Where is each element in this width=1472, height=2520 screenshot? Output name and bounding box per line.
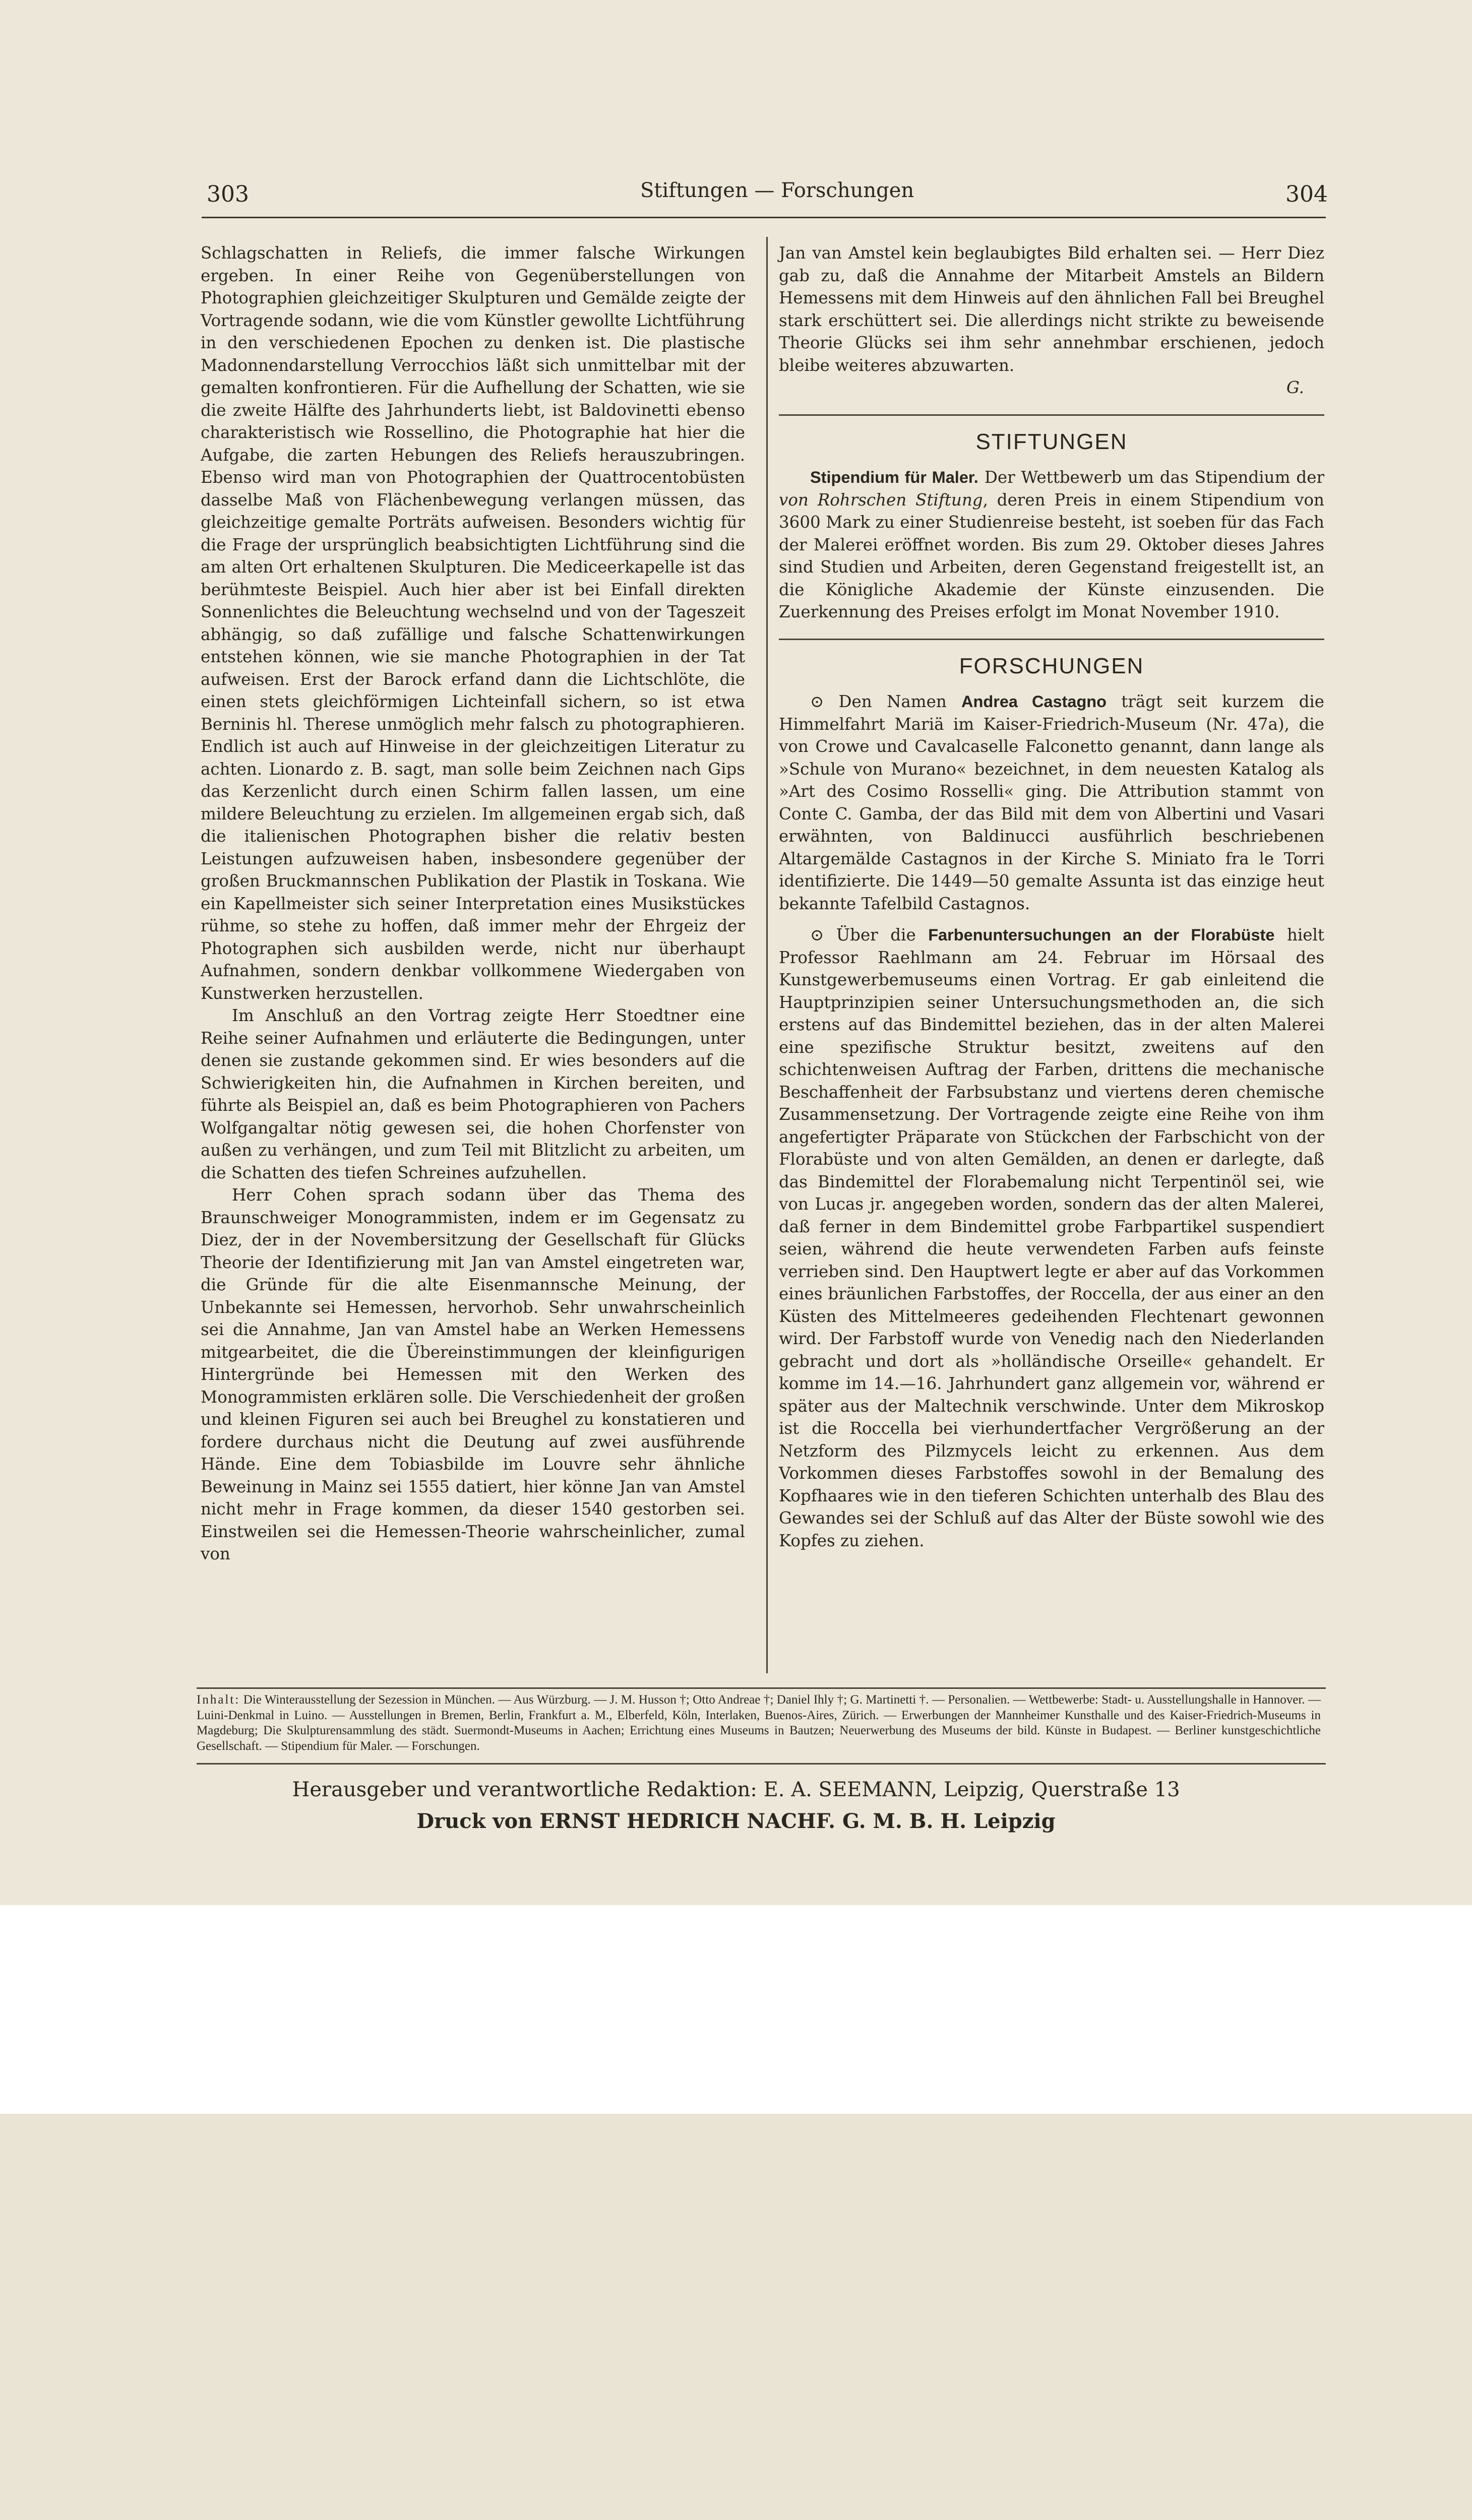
paragraph-florabueste	[779, 924, 1324, 1552]
text-run: trägt seit kurzem die Himmelfahrt Mariä im Kaiser-Friedrich-Museum (Nr. 47a), die von Crowe und Cavalcaselle Falconetto genannt, dann lange als »Schule von Murano« bezeichnet, in dem neuesten Katalog als »Art des Cosimo Rosselli« ging. Die Attribution stammt von Conte C. Gamba, der das Bild mit dem von Albertini und Vasari erwähnten, von Baldinucci ausführlich beschriebenen Altargemälde Castagnos in der Kirche S. Miniato fra le Torri identifizierte. Die 1449—50 gemalte Assunta ist das einzige heut bekannte Tafelbild Castagnos.	[779, 692, 1324, 913]
text-run: , deren Preis in einem Stipendium von 3600 Mark zu einer Studienreise besteht, ist soeben für das Fach der Malerei eröffnet worden. Bis zum 29. Oktober dieses Jahres sind Studien und Arbeiten, deren Gegenstand freigestellt ist, an die Königliche Akademie der Künste einzusenden. Die Zuerkennung des Preises erfolgt im Monat November 1910.	[779, 490, 1324, 621]
paragraph: Herr Cohen sprach sodann über das Thema des Braunschweiger Monogrammisten, indem er im Gegensatz zu Diez, der in der Novembersitzung der Gesellschaft für Glücks Theorie der Identifizierung mit Jan van Amstel eingetreten war, die Gründe für die alte Eisenmannsche Meinung, der Unbekannte sei Hemessen, hervorhob. Sehr unwahrscheinlich sei die Annahme, Jan van Amstel habe an Werken Hemessens mitgearbeitet, die die Übereinstimmungen der kleinfigurigen Hintergründe bei Hemessen mit den Werken des Monogrammisten erklären solle. Die Verschiedenheit der großen und kleinen Figuren sei auch bei Breughel zu konstatieren und fordere durchaus nicht die Deutung auf zwei ausführende Hände. Eine dem Tobiasbilde im Louvre sehr ähnliche Beweinung in Mainz sei 1555 datiert, hier könne Jan van Amstel nicht mehr in Frage kommen, da dieser 1540 gestorben sei. Einstweilen sei die Hemessen-Theorie wahrscheinlicher, zumal von	[201, 1185, 745, 1563]
section-rule	[779, 414, 1324, 416]
inhalt-text: Die Winterausstellung der Sezession in München. — Aus Würzburg. — J. M. Husson †; Otto Andreae †; Daniel Ihly †; G. Martinetti †. — Personalien. — Wettbewerbe: Stadt- u. Ausstellungshalle in Hannover. — Luini-Denkmal in Luino. — Ausstellungen in Bremen, Berlin, Frankfurt a. M., Elberfeld, Köln, Interlaken, Buenos-Aires, Zürich. — Erwerbungen der Mannheimer Kunsthalle und des Kaiser-Friedrich-Museums in Magdeburg; Die Skulpturensammlung des städt. Suermondt-Museums in Aachen; Errichtung eines Museums in Bautzen; Neuerwerbung des Museums der bild. Künste in Budapest. — Berliner kunstgeschichtliche Gesellschaft. — Stipendium für Maler. — Forschungen.	[197, 1693, 1321, 1753]
column-divider	[766, 237, 768, 1673]
text-run: ⊙ Über die	[810, 925, 929, 944]
footer-bar	[0, 1905, 1472, 2114]
lead-heading: Stipendium für Maler.	[810, 468, 978, 486]
text-run: ⊙ Den Namen	[810, 692, 962, 711]
lead-heading: Andrea Castagno	[961, 692, 1107, 711]
text-run: hielt Professor Raehlmann am 24. Februar im Hörsaal des Kunstgewerbemuseums einen Vortrag. Er gab einleitend die Hauptprinzipien seiner Untersuchungsmethoden an, die sich erstens auf das Bindemittel beziehen, das in der alten Malerei eine spezifische Struktur besitzt, zweitens auf den schichtenweisen Auftrag der Farben, drittens die mechanische Beschaffenheit der Farbsubstanz und viertens deren chemische Zusammensetzung. Der Vortragende zeigte eine Reihe von ihm angefertigter Präparate von Stückchen der Farbschicht von der Florabüste und von alten Gemälden, an denen er darlegte, daß das Bindemittel der Florabemalung nicht Terpentinöl sei, wie von Lucas jr. angegeben worden, sondern das der alten Malerei, daß ferner in dem Bindemittel grobe Farbpartikel suspendiert seien, während die heute verwendeten Farben aufs feinste verrieben sind. Den Hauptwert legte er aber auf das Vorkommen eines bräunlichen Farbstoffes, der Roccella, der aus einer an den Küsten des Mittelmeeres gedeihenden Flechtenart gewonnen wird. Der Farbstoff wurde von Venedig nach den Niederlanden gebracht und dort als »holländische Orseille« gehandelt. Er komme im 14.—16. Jahrhundert ganz allgemein vor, während er später aus der Maltechnik verschwinde. Unter dem Mikroskop ist die Roccella bei vierhundertfacher Vergrößerung an der Netzform des Pilzmycels leicht zu erkennen. Aus dem Vorkommen dieses Farbstoffes sowohl in der Bemalung des Kopfhaares wie in den tieferen Schichten unterhalb des Blau des Gewandes sei der Schluß auf das Alter der Büste sowohl wie des Kopfes zu ziehen.	[779, 925, 1324, 1550]
paragraph-castagno	[779, 690, 1324, 915]
running-title: Stiftungen — Forschungen	[640, 179, 914, 202]
imprint-publisher: Herausgeber und verantwortliche Redaktion: E. A. SEEMANN, Leipzig, Querstraße 13	[292, 1778, 1180, 1801]
right-column	[779, 242, 1324, 1552]
text-run: Der Wettbewerb um das Stipendium der	[978, 468, 1325, 487]
table-of-contents	[197, 1692, 1321, 1754]
section-title-stiftungen: STIFTUNGEN	[975, 429, 1128, 454]
inhalt-rule	[197, 1687, 1326, 1689]
author-signature: G.	[1286, 378, 1304, 397]
paragraph: Jan van Amstel kein beglaubigtes Bild erhalten sei. — Herr Diez gab zu, daß die Annahme der Mitarbeit Amstels an Bildern Hemessens mit dem Hinweis auf den ähnlichen Fall bei Breughel stark erschüttert sei. Die allerdings nicht strikte zu beweisende Theorie Glücks sei ihm sehr annehmbar erschienen, jedoch bleibe weiteres abzuwarten.	[779, 243, 1324, 375]
inhalt-bottom-rule	[197, 1763, 1326, 1765]
paragraph-stipendium	[779, 466, 1324, 623]
lead-heading: Farbenuntersuchungen an der Florabüste	[928, 926, 1275, 944]
left-column	[201, 242, 745, 1565]
page-number-left: 303	[207, 181, 249, 207]
section-title-forschungen: FORSCHUNGEN	[959, 653, 1144, 678]
imprint-printer: Druck von ERNST HEDRICH NACHF. G. M. B. H. Leipzig	[416, 1809, 1056, 1833]
inhalt-label: Inhalt:	[197, 1693, 240, 1707]
paragraph: Schlagschatten in Reliefs, die immer falsche Wirkungen ergeben. In einer Reihe von Gegenüberstellungen von Photographien gleichzeitiger Skulpturen und Gemälde zeigte der Vortragende sodann, wie die vom Künstler gewollte Lichtführung in den verschiedenen Epochen zu denken ist. Die plastische Madonnendarstellung Verrocchios läßt sich unmittelbar mit der gemalten konfrontieren. Für die Aufhellung der Schatten, wie sie die zweite Hälfte des Jahrhunderts liebt, ist Baldovinetti ebenso charakteristisch wie Rossellino, die Photographie hat hier die Aufgabe, die zarten Hebungen des Reliefs herauszubringen. Ebenso wird man von Photographien der Quattrocentobüsten dasselbe Maß von Flächenbewegung verlangen müssen, das gleichzeitige gemalte Porträts aufweisen. Besonders wichtig für die Frage der ursprünglich beabsichtigten Lichtführung sind die am alten Ort erhaltenen Skulpturen. Die Mediceerkapelle ist das berühmteste Beispiel. Auch hier aber ist bei Einfall direkten Sonnenlichtes die Beleuchtung wechselnd und von der Tageszeit abhängig, so daß zufällige und falsche Schattenwirkungen entstehen können, wie sie manche Photographien in der Tat aufweisen. Erst der Barock erfand dann die Lichtschlöte, die einen stets gleichförmigen Lichteinfall sichern, so ist etwa Berninis hl. Therese unmöglich mehr falsch zu photographieren. Endlich ist auch auf Hinweise in der gleichzeitigen Literatur zu achten. Lionardo z. B. sagt, man solle beim Zeichnen nach Gips das Kerzenlicht durch einen Schirm fallen lassen, um eine mildere Beleuchtung zu erzielen. Im allgemeinen ergab sich, daß die italienischen Photographen bisher die relativ besten Leistungen aufzuweisen haben, insbesondere gegenüber der großen Bruckmannschen Publikation der Plastik in Toskana. Wie ein Kapellmeister sich seiner Interpretation eines Musikstückes rühme, so stehe zu hoffen, daß immer mehr der Ehrgeiz der Photographen sich ausbilden werde, nicht nur überhaupt Aufnahmen, sondern denkbar vollkommene Wiedergaben von Kunstwerken herzustellen.	[201, 243, 745, 1003]
page-number-right: 304	[1285, 181, 1328, 207]
section-rule	[779, 639, 1324, 640]
paragraph: Im Anschluß an den Vortrag zeigte Herr Stoedtner eine Reihe seiner Aufnahmen und erläuterte die Bedingungen, unter denen sie zustande gekommen sind. Er wies besonders auf die Schwierigkeiten hin, die Aufnahmen in Kirchen bereiten, und führte als Beispiel an, daß es beim Photographieren von Pachers Wolfgangaltar nötig gewesen sei, die hohen Chorfenster von außen zu verhängen, und zum Teil mit Blitzlicht zu arbeiten, um die Schatten des tiefen Schreines aufzuhellen.	[201, 1006, 745, 1182]
header-rule	[202, 217, 1326, 218]
italic-text: von Rohrschen Stiftung	[779, 490, 983, 510]
